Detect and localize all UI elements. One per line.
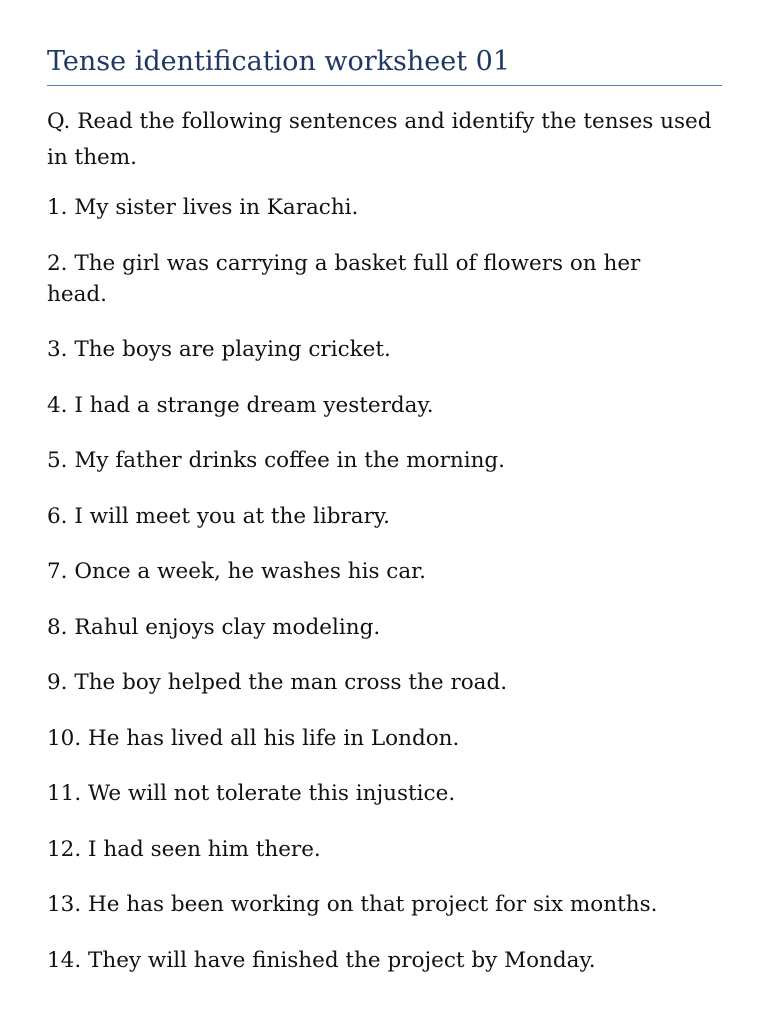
sentence-item: 14. They will have finished the project by Monday. (47, 947, 596, 973)
sentence-item: 12. I had seen him there. (47, 836, 321, 862)
sentence-item: 6. I will meet you at the library. (47, 503, 390, 529)
sentence-item: 5. My father drinks coffee in the morning. (47, 448, 506, 473)
sentence-item: 11. We will not tolerate this injustice. (47, 781, 456, 806)
question-prompt: Q. Read the following sentences and identify the tenses used in them. (47, 109, 712, 170)
sentence-item: 1. My sister lives in Karachi. (47, 195, 359, 220)
sentence-list (47, 192, 722, 1000)
sentence-item: 7. Once a week, he washes his car. (47, 559, 426, 584)
worksheet-title: Tense identification worksheet 01 (47, 46, 511, 77)
sentence-item: 2. The girl was carrying a basket full of flowers on her head. (47, 250, 641, 307)
sentence-item: 3. The boys are playing cricket. (47, 337, 391, 362)
title-underline (47, 85, 722, 86)
sentence-item: 4. I had a strange dream yesterday. (47, 392, 434, 418)
sentence-item: 10. He has lived all his life in London. (47, 725, 460, 751)
sentence-item: 13. He has been working on that project for six months. (47, 892, 658, 917)
sentence-item: 8. Rahul enjoys clay modeling. (47, 614, 381, 640)
sentence-item: 9. The boy helped the man cross the road. (47, 670, 508, 695)
